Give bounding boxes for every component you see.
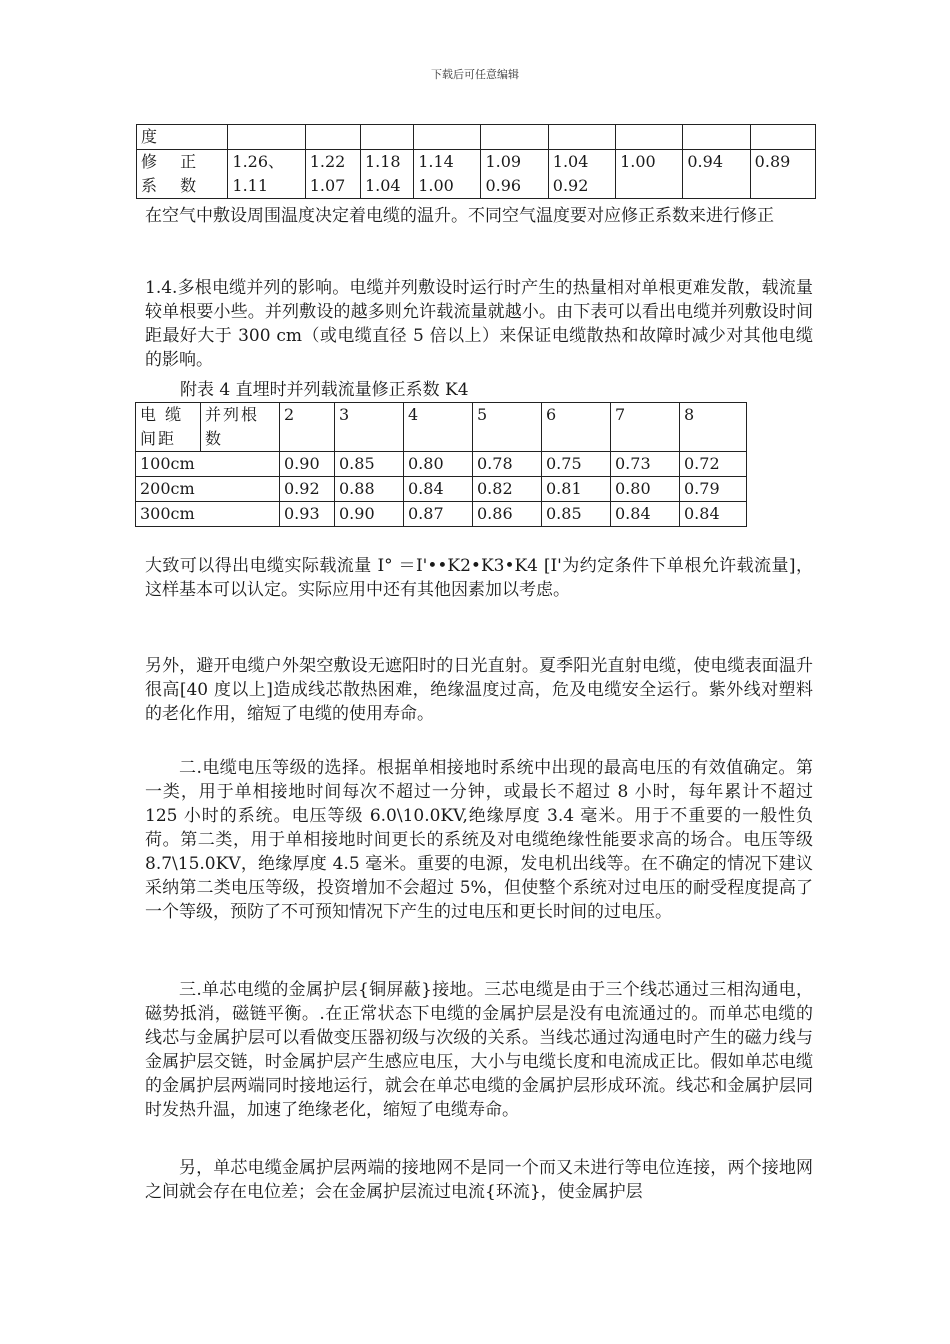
- table-cell: [616, 150, 683, 199]
- paragraph: 在空气中敷设周围温度决定着电缆的温升。不同空气温度要对应修正系数来进行修正: [145, 206, 774, 226]
- table-cell: [228, 150, 305, 199]
- row-label-cell: 100cm: [136, 452, 280, 477]
- table-cell: 度: [137, 125, 228, 150]
- table-cell: 0.90: [280, 452, 335, 477]
- cell-value: 0.89: [754, 152, 791, 171]
- table-row: [136, 452, 747, 477]
- paragraph: 大致可以得出电缆实际载流量 I° ＝I'••K2•K3•K4 [I'为约定条件下单根允许载流量]，这样基本可以认定。实际应用中还有其他因素加以考虑。: [145, 556, 813, 600]
- header-cell: 电 缆间距: [136, 403, 201, 452]
- cell-value: 1.04: [364, 176, 401, 195]
- paragraph: 另，单芯电缆金属护层两端的接地网不是同一个而又未进行等电位连接，两个接地网之间就会存在电位差；会在金属护层流过电流{环流}，使金属护层: [145, 1158, 813, 1202]
- table-cell: 0.88: [335, 477, 404, 502]
- temperature-correction-table: [136, 124, 816, 199]
- header-cell: 2: [280, 403, 335, 452]
- table-cell: [750, 150, 815, 199]
- cell-value: 0.94: [687, 152, 723, 171]
- row-label-cell: 200cm: [136, 477, 280, 502]
- table-cell: 0.82: [473, 477, 542, 502]
- table-row: [136, 477, 747, 502]
- table-cell: [750, 125, 815, 150]
- header-cell: 6: [542, 403, 611, 452]
- parallel-cable-correction-table: [135, 402, 747, 527]
- table-row: [136, 403, 747, 452]
- table-row: [136, 502, 747, 527]
- cell-value: 1.00: [620, 152, 656, 171]
- table-cell: [228, 125, 305, 150]
- table-cell: 0.85: [335, 452, 404, 477]
- header-cell: 4: [404, 403, 473, 452]
- header-cell: 3: [335, 403, 404, 452]
- header-cell: 5: [473, 403, 542, 452]
- header-cell: 7: [611, 403, 680, 452]
- table-cell: [360, 150, 413, 199]
- table-cell: [305, 125, 360, 150]
- table-cell: 0.92: [280, 477, 335, 502]
- table-row: [137, 125, 816, 150]
- table-cell: 0.75: [542, 452, 611, 477]
- cell-value: 1.14: [418, 152, 454, 171]
- table-cell: 0.84: [680, 502, 747, 527]
- table-cell: 0.85: [542, 502, 611, 527]
- table-cell: 0.73: [611, 452, 680, 477]
- table-cell: 0.86: [473, 502, 542, 527]
- cell-value: 0.92: [552, 176, 589, 195]
- cell-value: 1.09: [485, 152, 522, 171]
- cell-value: 1.18: [364, 152, 401, 171]
- cell-value: 1.00: [418, 176, 454, 195]
- table-cell: 0.87: [404, 502, 473, 527]
- header-cell: 8: [680, 403, 747, 452]
- table-cell: 0.80: [611, 477, 680, 502]
- table-cell: 0.93: [280, 502, 335, 527]
- table-cell: [414, 125, 481, 150]
- row-label-cell: 300cm: [136, 502, 280, 527]
- table-cell: [305, 150, 360, 199]
- cell-value: 1.26、: [232, 152, 285, 171]
- table-cell: [481, 125, 548, 150]
- paragraph: 三.单芯电缆的金属护层{铜屏蔽}接地。三芯电缆是由于三个线芯通过三相沟通电，磁势抵消，磁链平衡。.在正常状态下电缆的金属护层是没有电流通过的。而单芯电缆的线芯与金属护层可以看做变压器初级与次级的关系。当线芯通过沟通电时产生的磁力线与金属护层交链，时金属护层产生感应电压，大小与电缆长度和电流成正比。假如单芯电缆的金属护层两端同时接地运行，就会在单芯电缆的金属护层形成环流。线芯和金属护层同时发热升温，加速了绝缘老化，缩短了电缆寿命。: [145, 980, 813, 1120]
- table-row: [137, 150, 816, 199]
- table-cell: [683, 150, 750, 199]
- cell-value: 1.04: [552, 152, 589, 171]
- table-cell: 0.72: [680, 452, 747, 477]
- table-cell: [414, 150, 481, 199]
- paragraph: 另外，避开电缆户外架空敷设无遮阳时的日光直射。夏季阳光直射电缆，使电缆表面温升很高[40 度以上]造成线芯散热困难，绝缘温度过高，危及电缆安全运行。紫外线对塑料的老化作用，缩短了电缆的使用寿命。: [145, 656, 813, 724]
- table-cell: 0.81: [542, 477, 611, 502]
- cell-value: 1.11: [232, 176, 269, 195]
- cell-value: 1.22: [309, 152, 346, 171]
- table-cell: [548, 125, 615, 150]
- table-cell: [548, 150, 615, 199]
- table-cell: 0.80: [404, 452, 473, 477]
- row-label-cell: 修 正 系 数: [137, 150, 228, 199]
- table-cell: 0.84: [611, 502, 680, 527]
- table-cell: [616, 125, 683, 150]
- page-header: 下载后可任意编辑: [431, 68, 519, 81]
- paragraph: 1.4.多根电缆并列的影响。电缆并列敷设时运行时产生的热量相对单根更难发散，载流量较单根要小些。并列敷设的越多则允许载流量就越小。由下表可以看出电缆并列敷设时间距最好大于 300 cm（或电缆直径 5 倍以上）来保证电缆散热和故障时减少对其他电缆的影响。: [145, 278, 813, 370]
- table-caption: 附表 4 直埋时并列载流量修正系数 K4: [180, 380, 469, 400]
- table-cell: 0.78: [473, 452, 542, 477]
- table-cell: [481, 150, 548, 199]
- table-cell: 0.90: [335, 502, 404, 527]
- table-cell: 0.79: [680, 477, 747, 502]
- cell-value: 0.96: [485, 176, 522, 195]
- paragraph: 二.电缆电压等级的选择。根据单相接地时系统中出现的最高电压的有效值确定。第一类，用于单相接地时间每次不超过一分钟，或最长不超过 8 小时，每年累计不超过 125 小时的系统。电压等级 6.0\10.0KV,绝缘厚度 3.4 毫米。用于不重要的一般性负荷。第二类，用于单相接地时间更长的系统及对电缆绝缘性能要求高的场合。电压等级 8.7\15.0KV，绝缘厚度 4.5 毫米。重要的电源，发电机出线等。在不确定的情况下建议采纳第二类电压等级，投资增加不会超过 5%，但使整个系统对过电压的耐受程度提高了一个等级，预防了不可预知情况下产生的过电压和更长时间的过电压。: [145, 758, 813, 922]
- header-cell: 并列根数: [201, 403, 280, 452]
- table-cell: 0.84: [404, 477, 473, 502]
- cell-value: 1.07: [309, 176, 346, 195]
- table-cell: [683, 125, 750, 150]
- table-cell: [360, 125, 413, 150]
